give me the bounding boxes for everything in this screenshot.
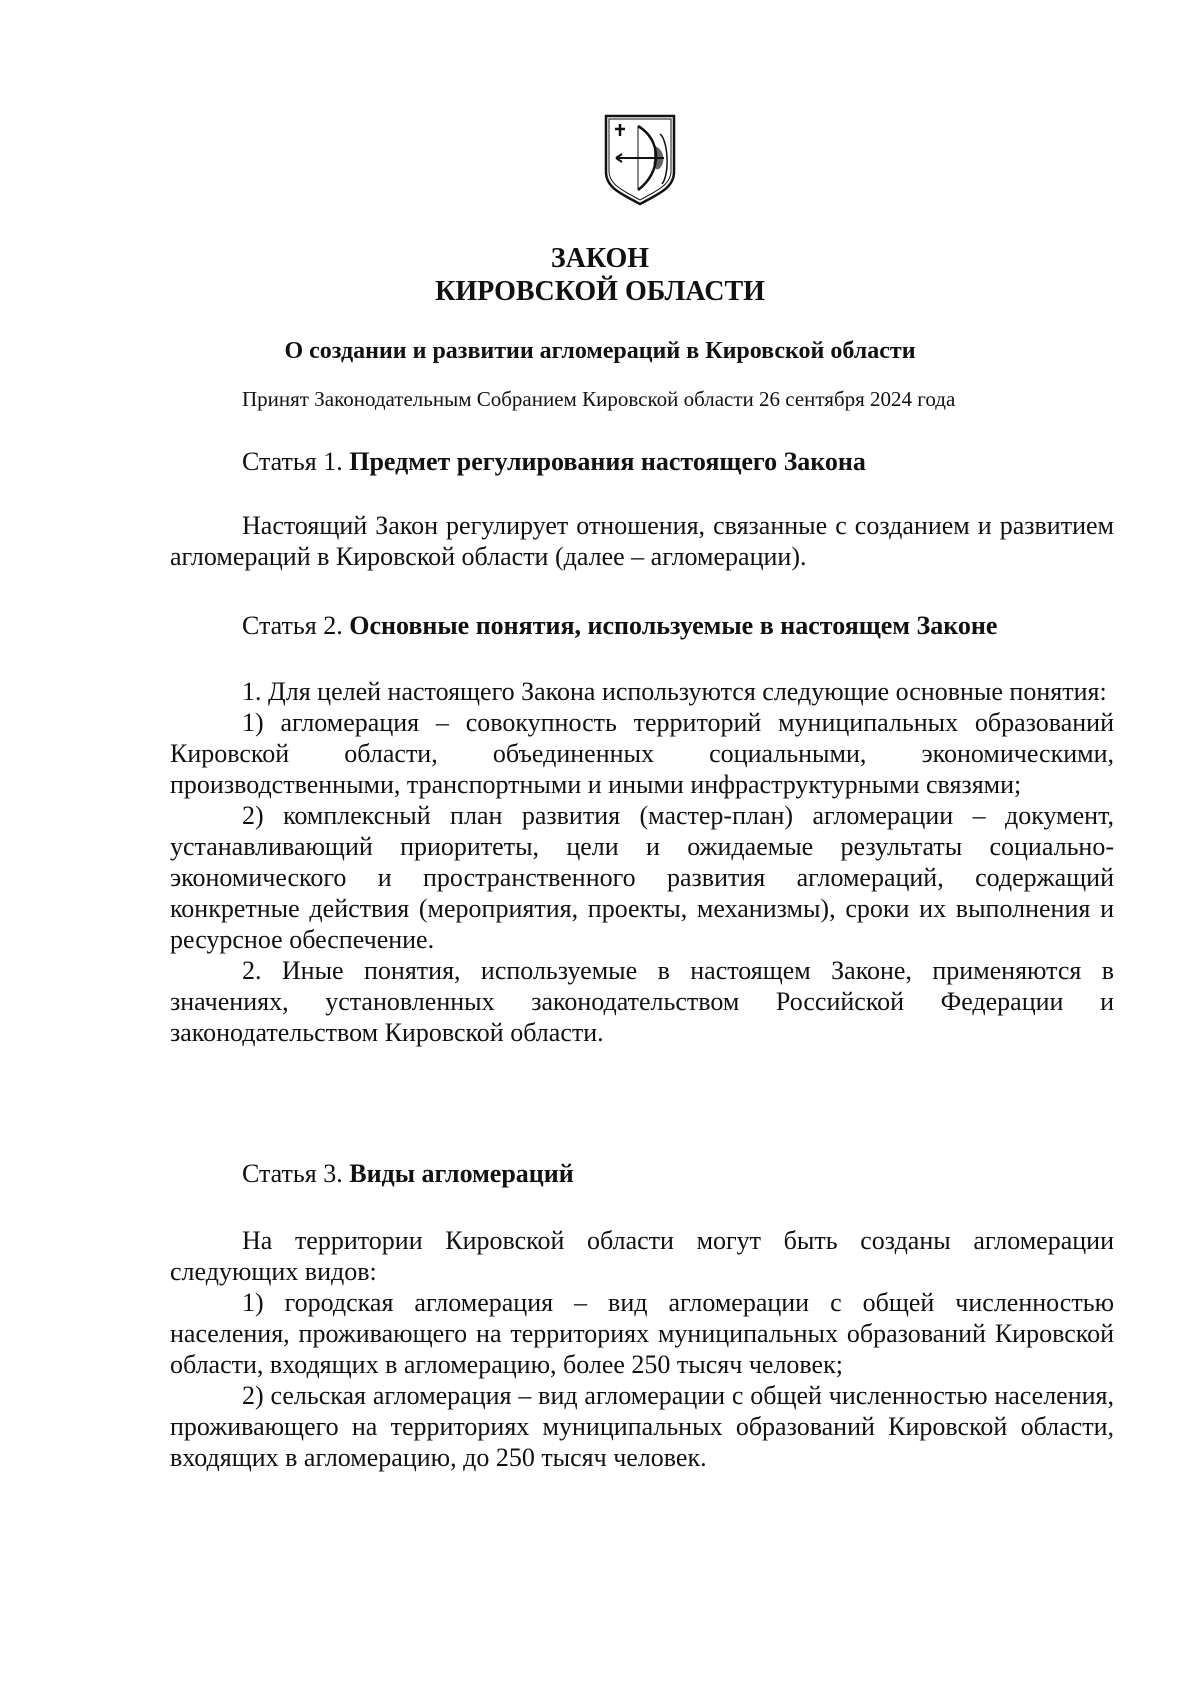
paragraph: 2. Иные понятия, используемые в настоящем Законе, применяются в значениях, установленных законодательством Российской Федерации и законодательством Кировской области. (170, 956, 1114, 1047)
article-title: Виды агломераций (349, 1159, 574, 1188)
article-3-body (170, 1225, 1114, 1473)
paragraph: 1. Для целей настоящего Закона используются следующие основные понятия: (242, 677, 1107, 706)
law-title-line2: КИРОВСКОЙ ОБЛАСТИ (435, 276, 765, 307)
article-number: Статья 3. (242, 1159, 343, 1188)
article-title: Предмет регулирования настоящего Закона (349, 447, 866, 476)
article-number: Статья 2. (242, 611, 343, 640)
law-title-line1: ЗАКОН (550, 243, 650, 274)
article-1-body (170, 510, 1114, 572)
article-2-body (170, 676, 1114, 1048)
paragraph: 2) сельская агломерация – вид агломерации с общей численностью населения, проживающего на территориях муниципальных образований Кировской области, входящих в агломерацию, до 250 тысяч человек. (170, 1381, 1114, 1472)
paragraph: 1) городская агломерация – вид агломерации с общей численностью населения, проживающего на территориях муниципальных образований Кировской области, входящих в агломерацию, более 250 тысяч человек; (170, 1288, 1114, 1379)
article-number: Статья 1. (242, 447, 343, 476)
paragraph: Настоящий Закон регулирует отношения, связанные с созданием и развитием агломераций в Кировской области (далее – агломерации). (170, 511, 1114, 571)
paragraph: На территории Кировской области могут быть созданы агломерации следующих видов: (170, 1226, 1114, 1286)
article-2-heading (242, 610, 997, 641)
law-subject: О создании и развитии агломераций в Кировской области (284, 338, 916, 364)
article-1-heading (242, 446, 866, 477)
article-title: Основные понятия, используемые в настоящем Законе (349, 611, 998, 640)
kirov-emblem-icon (602, 114, 678, 206)
paragraph: 1) агломерация – совокупность территорий муниципальных образований Кировской области, объединенных социальными, экономическими, производственными, транспортными и иными инфраструктурными связями; (170, 708, 1114, 799)
adoption-note: Принят Законодательным Собранием Кировской области 26 сентября 2024 года (242, 387, 956, 411)
article-3-heading (242, 1158, 574, 1189)
coat-of-arms-icon (602, 114, 678, 206)
paragraph: 2) комплексный план развития (мастер-план) агломерации – документ, устанавливающий приоритеты, цели и ожидаемые результаты социально-экономического и пространственного развития агломераций, содержащий конкретные действия (мероприятия, проекты, механизмы), сроки их выполнения и ресурсное обеспечение. (170, 801, 1114, 954)
law-title (0, 242, 1200, 308)
